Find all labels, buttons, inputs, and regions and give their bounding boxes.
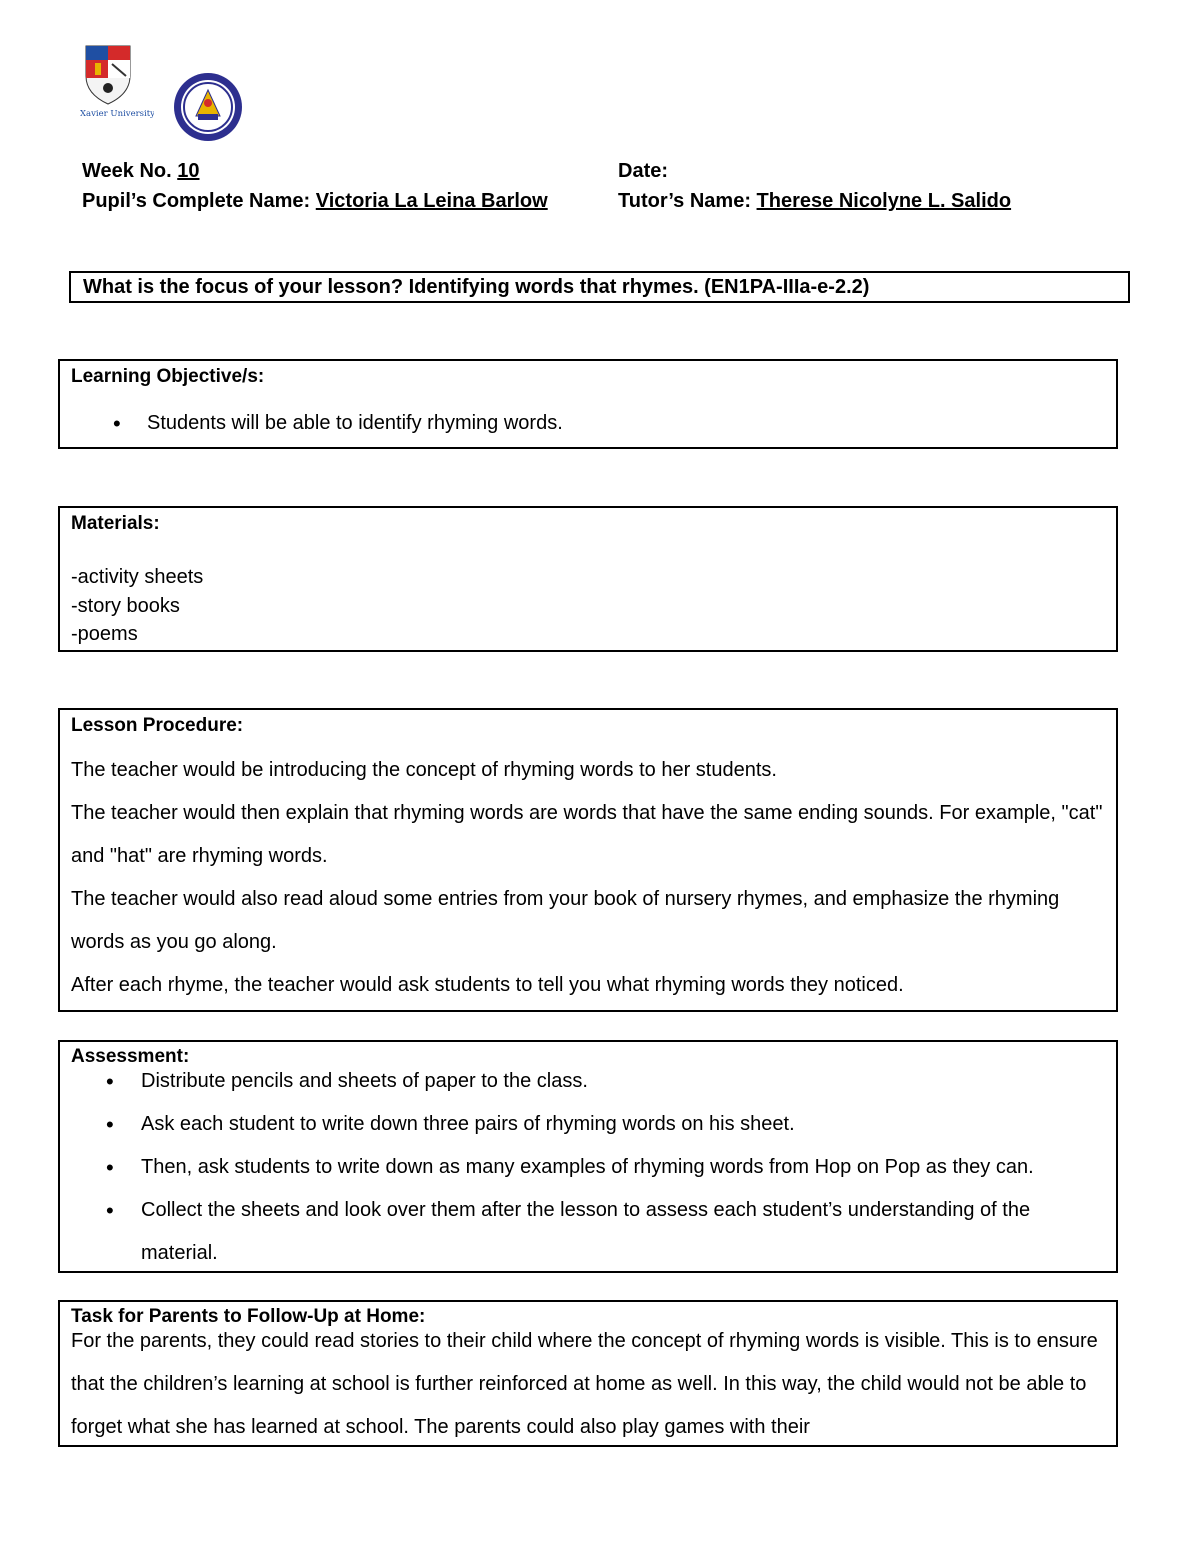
material-item: -story books [71, 594, 180, 617]
materials-section [58, 506, 1118, 652]
assessment-section [58, 1040, 1118, 1273]
material-item: -activity sheets [71, 566, 204, 588]
procedure-paragraph: The teacher would then explain that rhyming words are words that have the same ending sounds. For example, "cat" and "hat" are rhyming words. [71, 802, 1103, 867]
materials-title: Materials: [71, 513, 160, 534]
procedure-paragraph: The teacher would be introducing the concept of rhyming words to her students. [71, 759, 777, 781]
procedure-paragraph: The teacher would also read aloud some entries from your book of nursery rhymes, and emphasize the rhyming words as you go along. [71, 888, 1060, 953]
week-number: Week No. 10 [82, 160, 200, 182]
assessment-item: • Collect the sheets and look over them after the lesson to assess each student’s understanding of the material. [71, 1189, 1105, 1273]
university-name-wordmark: Xavier University [80, 109, 154, 119]
parents-task-title: Task for Parents to Follow-Up at Home: [71, 1306, 426, 1327]
material-item: -poems [71, 623, 138, 645]
parents-task-section [58, 1300, 1118, 1447]
assessment-item: • Ask each student to write down three pairs of rhyming words on his sheet. [71, 1103, 1105, 1146]
lesson-focus: What is the focus of your lesson? Identifying words that rhymes. (EN1PA-IIIa-e-2.2) [69, 271, 1130, 303]
parents-task-text: For the parents, they could read stories to their child where the concept of rhyming words is visible. This is to ensure that the children’s learning at school is further reinforced at home as well. In this way, the child would not be able to forget what she has learned at school. The parents could also play games with their [71, 1330, 1098, 1438]
date-field: Date: [618, 160, 669, 182]
lesson-procedure-section [58, 708, 1118, 1012]
tutor-name: Tutor’s Name: Therese Nicolyne L. Salido [618, 190, 1012, 212]
university-logo [80, 42, 154, 122]
procedure-paragraph: After each rhyme, the teacher would ask students to tell you what rhyming words they noticed. [71, 974, 904, 996]
pupil-name: Pupil’s Complete Name: Victoria La Leina Barlow [82, 190, 548, 212]
objectives-title: Learning Objective/s: [71, 366, 265, 387]
assessment-item: • Distribute pencils and sheets of paper to the class. [71, 1060, 1105, 1103]
objective-item: • Students will be able to identify rhyming words. [71, 402, 1105, 445]
assessment-title: Assessment: [71, 1046, 190, 1067]
assessment-item: • Then, ask students to write down as many examples of rhyming words from Hop on Pop as they can. [71, 1146, 1105, 1189]
procedure-title: Lesson Procedure: [71, 715, 244, 736]
school-seal [172, 70, 244, 144]
learning-objectives-section [58, 359, 1118, 449]
